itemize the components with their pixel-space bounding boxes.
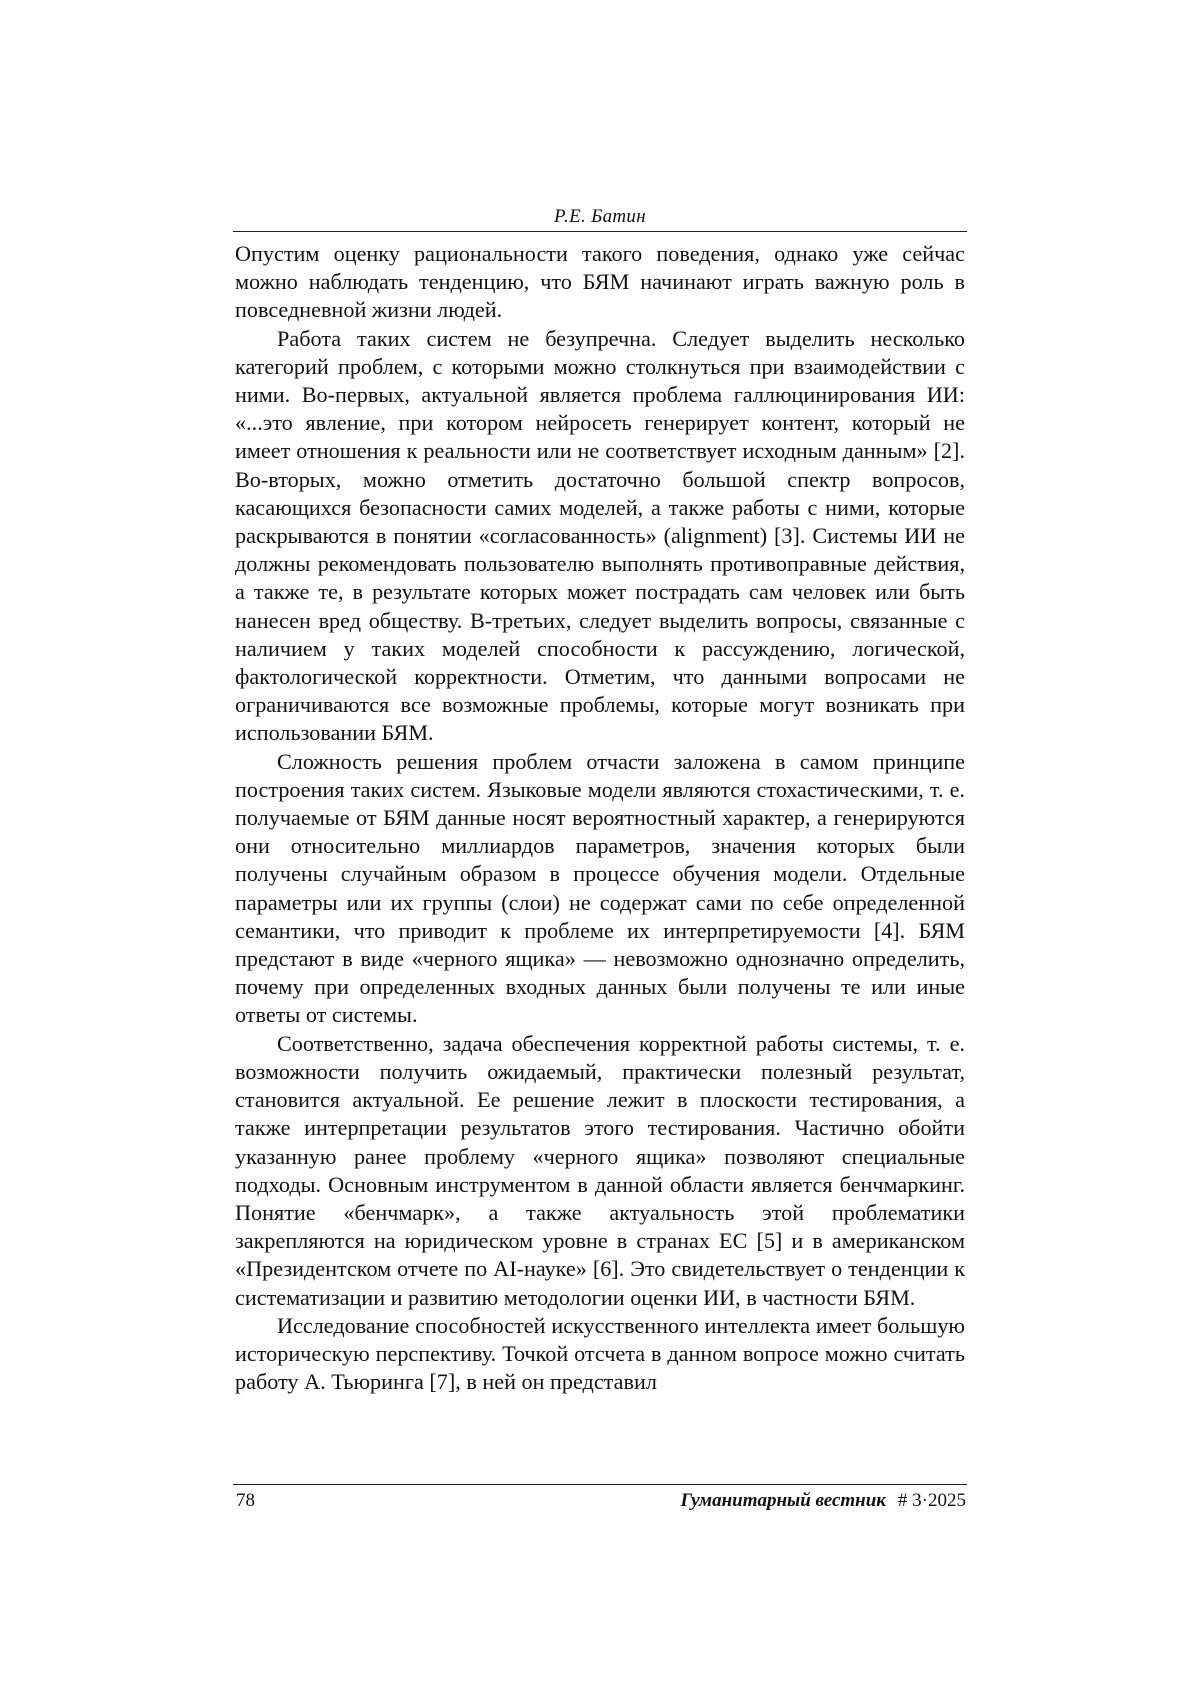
page-number: 78 — [236, 1490, 255, 1511]
paragraph-turing: Исследование способностей искусственного интеллекта имеет большую историческую перспективу. Точкой отсчета в данном вопросе можно считать работу А. Тьюринга [7], в ней он представил — [235, 1312, 965, 1395]
running-title: Р.Е. Батин — [554, 206, 646, 227]
header-rule — [233, 231, 967, 232]
paragraph-black-box: Сложность решения проблем отчасти заложена в самом принципе построения таких систем. Языковые модели являются стохастическими, т. е. получаемые от БЯМ данные носят вероятностный характер, а генерируются они относительно миллиардов параметров, значения которых были получены случайным образом в процессе обучения модели. Отдельные параметры или их группы (слои) не содержат сами по себе определенной семантики, что приводит к проблеме их интерпретируемости [4]. БЯМ предстают в виде «черного ящика» — невозможно однозначно определить, почему при определенных входных данных были получены те или иные ответы от системы. — [235, 748, 965, 1028]
footer-rule — [233, 1484, 967, 1485]
paragraph-continuation: Опустим оценку рациональности такого поведения, однако уже сейчас можно наблюдать тенденцию, что БЯМ начинают играть важную роль в повседневной жизни людей. — [235, 241, 965, 323]
paragraph-benchmarking: Соответственно, задача обеспечения корректной работы системы, т. е. возможности получить ожидаемый, практически полезный результат, становится актуальной. Ее решение лежит в плоскости тестирования, а также интерпретации результатов этого тестирования. Частично обойти указанную ранее проблему «черного ящика» позволяют специальные подходы. Основным инструментом в данной области является бенчмаркинг. Понятие «бенчмарк», а также актуальность этой проблематики закрепляются на юридическом уровне в странах ЕС [5] и в американском «Президентском отчете по AI-науке» [6]. Это свидетельствует о тенденции к систематизации и развитию методологии оценки ИИ, в частности БЯМ. — [235, 1030, 965, 1310]
journal-name: Гуманитарный вестник — [680, 1490, 886, 1511]
journal-info — [680, 1489, 966, 1513]
page-footer — [236, 1489, 966, 1515]
paragraph-llm-problems: Работа таких систем не безупречна. Следует выделить несколько категорий проблем, с которыми можно столкнуться при взаимодействии с ними. Во-первых, актуальной является проблема галлюцинирования ИИ: «...это явление, при котором нейросеть генерирует контент, который не имеет отношения к реальности или не соответствует исходным данным» [2]. Во-вторых, можно отметить достаточно большой спектр вопросов, касающихся безопасности самих моделей, а также работы с ними, которые раскрываются в понятии «согласованность» (alignment) [3]. Системы ИИ не должны рекомендовать пользователю выполнять противоправные действия, а также те, в результате которых может пострадать сам человек или быть нанесен вред обществу. В-третьих, следует выделить вопросы, связанные с наличием у таких моделей способности к рассуждению, логической, фактологической корректности. Отметим, что данными вопросами не ограничиваются все возможные проблемы, которые могут возникать при использовании БЯМ. — [235, 325, 965, 746]
article-body — [235, 240, 965, 1396]
journal-issue: # 3·2025 — [897, 1490, 966, 1511]
